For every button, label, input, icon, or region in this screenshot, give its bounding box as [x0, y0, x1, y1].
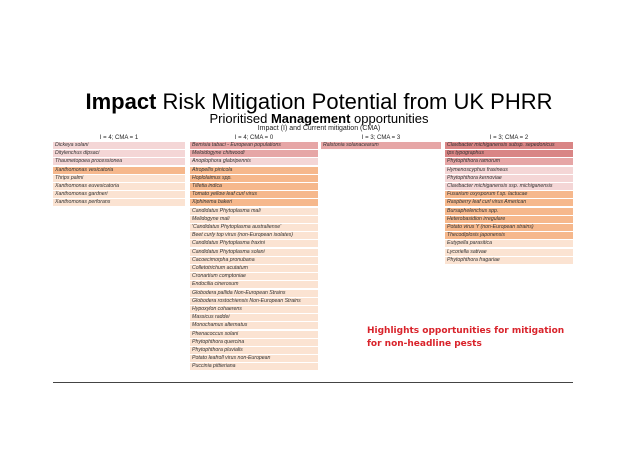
column-header: I = 4; CMA = 0	[234, 135, 274, 141]
pest-cell: Colletotrichum acutatum	[190, 265, 318, 272]
pest-cell: Dickeya solani	[53, 142, 185, 149]
column-header: I = 3; CMA = 2	[489, 135, 529, 141]
highlight-note	[367, 325, 567, 351]
pest-cell: Candidatus Phytoplasma mali	[190, 208, 318, 215]
column-header: I = 4; CMA = 1	[99, 135, 139, 141]
pest-cell: Tomato yellow leaf curl virus	[190, 191, 318, 198]
column-header: I = 3; CMA = 3	[361, 135, 401, 141]
pest-cell: Hypoxylon cohaerens	[190, 306, 318, 313]
pest-cell: Heterobasidion irregulare	[445, 216, 573, 223]
pest-cell: Xanthomonas euvesicatoria	[53, 183, 185, 190]
pest-cell: Lycoriella sativae	[445, 249, 573, 256]
pest-cell: Massicus raddei	[190, 314, 318, 321]
pest-cell: Eutypella parasitica	[445, 240, 573, 247]
pest-cell: Anoplophora glabripennis	[190, 158, 318, 165]
pest-cell: Meloidogyne chitwoodi	[190, 150, 318, 157]
pest-cell: Clavibacter michiganensis ssp. michiganensis	[445, 183, 573, 190]
pest-cell: Endocilia cinerosum	[190, 281, 318, 288]
pest-cell: Xanthomonas perforans	[53, 199, 185, 206]
pest-cell: Phytophthora fragariae	[445, 257, 573, 264]
pest-cell: Ditylenchus dipsaci	[53, 150, 185, 157]
pest-cell: Puccinia pittieriana	[190, 363, 318, 370]
page-subtitle	[0, 111, 638, 126]
title-bold: Impact	[85, 89, 157, 114]
pest-cell: Xanthomonas vesicatoria	[53, 167, 185, 174]
pest-cell: 'Candidatus Phytoplasma australiense'	[190, 224, 318, 231]
pest-cell: Globodera pallida Non-European Strains	[190, 290, 318, 297]
pest-cell: Bemisia tabaci - European populations	[190, 142, 318, 149]
pest-cell: Xanthomonas gardneri	[53, 191, 185, 198]
pest-cell: Atropellis pinicola	[190, 167, 318, 174]
pest-cell: Phenacoccus solani	[190, 331, 318, 338]
pest-cell: Cronartium comptoniae	[190, 273, 318, 280]
pest-cell: Phytophthora pluvialis	[190, 347, 318, 354]
pest-cell: Phytophthora quercina	[190, 339, 318, 346]
pest-cell: Beet curly top virus (non-European isolates)	[190, 232, 318, 239]
pest-cell: Cacoecimorpha pronubana	[190, 257, 318, 264]
pest-cell: Phytophthora ramorum	[445, 158, 573, 165]
note-line-1: Highlights opportunities for mitigation	[367, 326, 565, 336]
pest-cell: Globodera rostochiensis Non-European Strains	[190, 298, 318, 305]
pest-cell: Monochamus alternatus	[190, 322, 318, 329]
pest-cell: Ips typographus	[445, 150, 573, 157]
pest-cell: Tilletia indica	[190, 183, 318, 190]
subtitle-post: opportunities	[350, 111, 429, 126]
pest-cell: Thecodiplosis japonensis	[445, 232, 573, 239]
pest-cell: Thrips palmi	[53, 175, 185, 182]
pest-cell: Potato leafroll virus non-European	[190, 355, 318, 362]
pest-cell: Melidogyne mali	[190, 216, 318, 223]
pest-cell: Raspberry leaf curl virus American	[445, 199, 573, 206]
subtitle-pre: Prioritised	[209, 111, 271, 126]
table-heading: Impact (I) and Current mitigation (CMA)	[257, 125, 381, 132]
title-rest: Risk Mitigation Potential from UK PHRR	[156, 89, 553, 114]
pest-cell: Phytophthora kernoviae	[445, 175, 573, 182]
pest-cell: Candidatus Phytoplasma solani	[190, 249, 318, 256]
table-bottom-rule	[53, 382, 573, 383]
pest-cell: Xiphinema bakeri	[190, 199, 318, 206]
pest-cell: Clavibacter michiganensis subsp. sepedonicus	[445, 142, 573, 149]
pest-cell: Ralstonia solanacearum	[321, 142, 441, 149]
pest-cell: Fusarium oxysporum f.sp. lactucae	[445, 191, 573, 198]
pest-cell: Hymenoscyphus fraxineus	[445, 167, 573, 174]
pest-cell: Thaumetopoea processionea	[53, 158, 185, 165]
pest-cell: Bursaphelenchus spp.	[445, 208, 573, 215]
pest-cell: Candidatus Phytoplasma fraxini	[190, 240, 318, 247]
subtitle-bold: Management	[270, 111, 351, 126]
note-line-2: for non-headline pests	[367, 339, 482, 349]
pest-cell: Hoplolaimus spp.	[190, 175, 318, 182]
pest-cell: Potato virus Y (non-European strains)	[445, 224, 573, 231]
